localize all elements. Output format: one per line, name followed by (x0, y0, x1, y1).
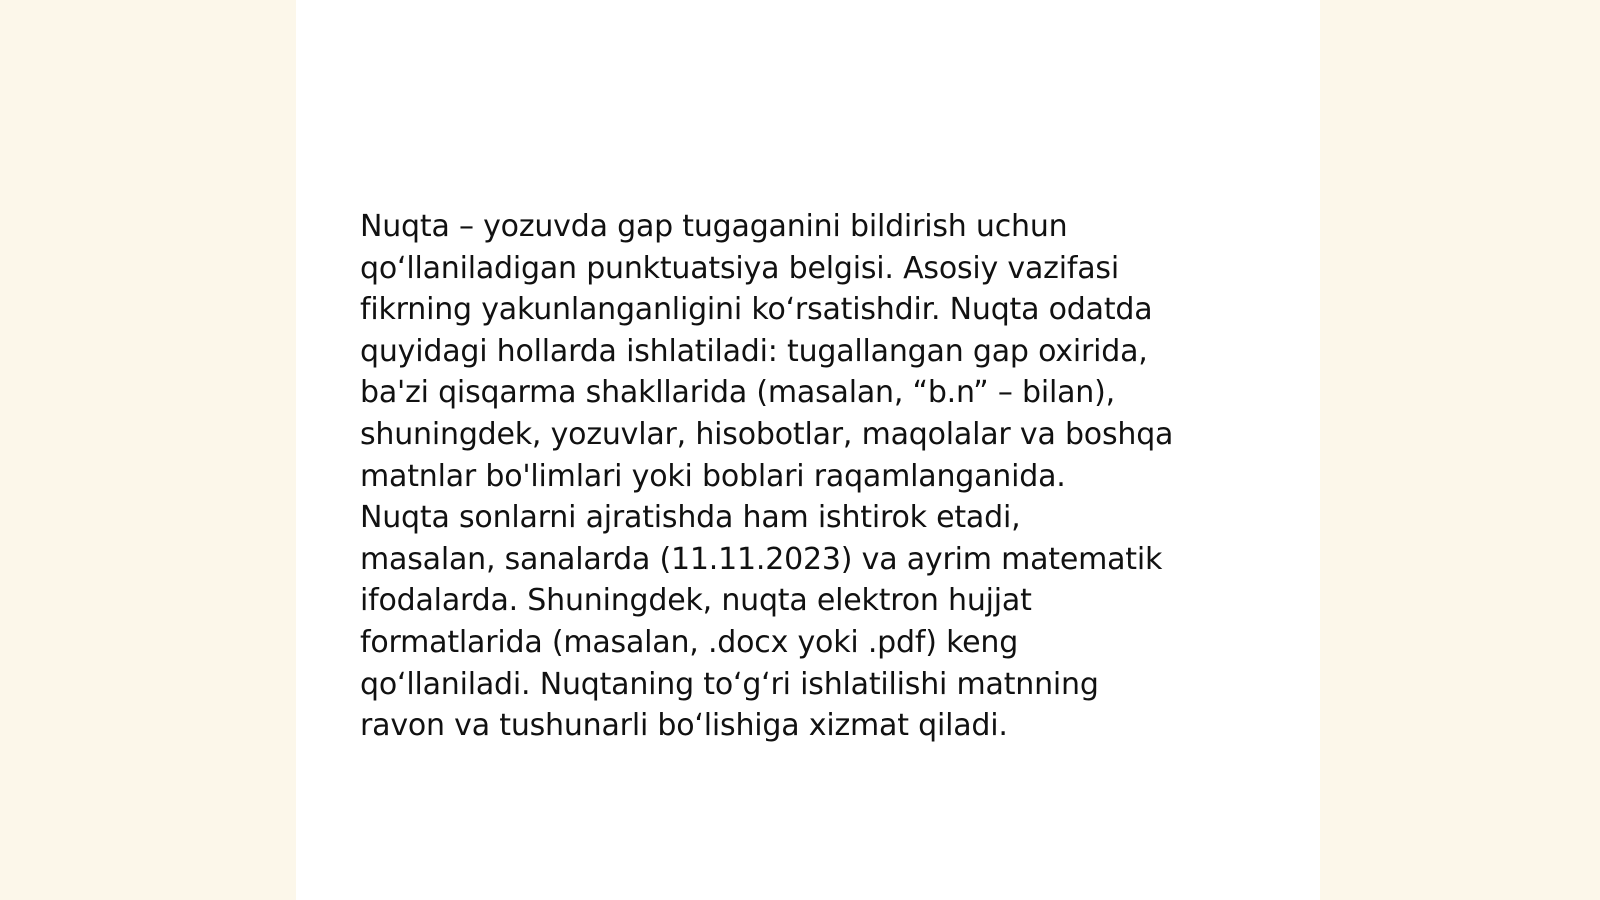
text-line: formatlarida (masalan, .docx yoki .pdf) keng (360, 624, 1019, 660)
left-margin (0, 0, 296, 900)
right-margin (1320, 0, 1600, 900)
text-line: Nuqta – yozuvda gap tugaganini bildirish uchun (360, 209, 1068, 244)
text-line: qo‘llaniladigan punktuatsiya belgisi. Asosiy vazifasi (360, 250, 1119, 286)
text-line: ravon va tushunarli bo‘lishiga xizmat qiladi. (360, 708, 1008, 744)
text-line: shuningdek, yozuvlar, hisobotlar, maqolalar va boshqa (360, 416, 1174, 452)
text-line: quyidagi hollarda ishlatiladi: tugallangan gap oxirida, (360, 333, 1148, 369)
text-line: Nuqta sonlarni ajratishda ham ishtirok etadi, (360, 500, 1021, 536)
text-line: qo‘llaniladi. Nuqtaning to‘g‘ri ishlatilishi matnning (360, 666, 1099, 702)
body-paragraph (360, 206, 1260, 747)
text-line: ifodalarda. Shuningdek, nuqta elektron hujjat (360, 583, 1032, 619)
text-line: fikrning yakunlanganligini ko‘rsatishdir. Nuqta odatda (360, 292, 1153, 328)
text-line: masalan, sanalarda (11.11.2023) va ayrim matematik (360, 541, 1163, 577)
document-page (296, 0, 1320, 900)
text-line: ba'zi qisqarma shakllarida (masalan, “b.n” – bilan), (360, 375, 1115, 411)
text-line: matnlar bo'limlari yoki boblari raqamlanganida. (360, 458, 1066, 494)
